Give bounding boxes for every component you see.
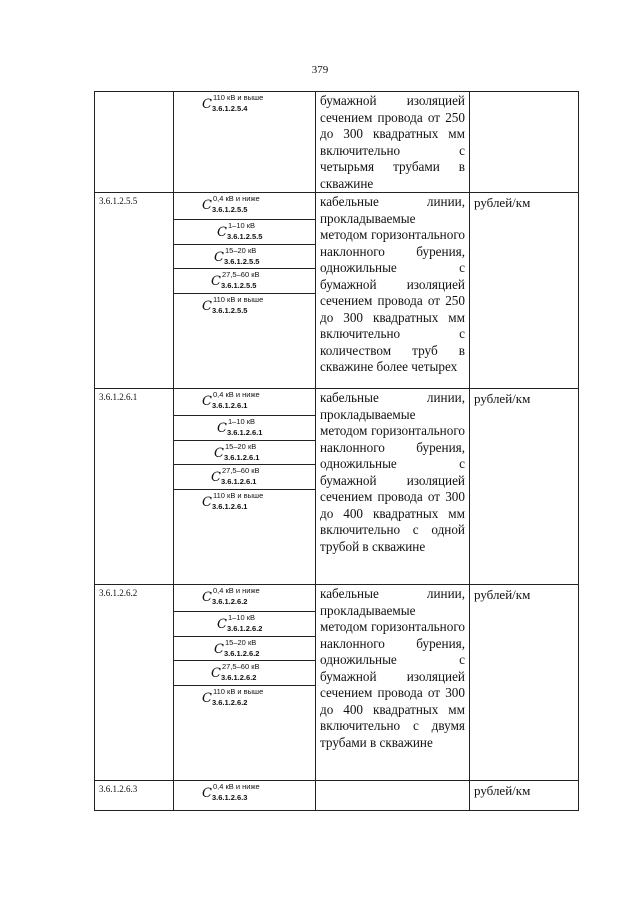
item-description [316, 781, 470, 811]
formula-subscript: 3.6.1.2.6.2 [212, 597, 248, 606]
formula-superscript: 15–20 кВ [225, 441, 257, 451]
item-code: 3.6.1.2.6.3 [95, 781, 174, 811]
item-code: 3.6.1.2.6.2 [95, 585, 174, 781]
formula-superscript: 27,5–60 кВ [222, 270, 260, 279]
formula-subscript: 3.6.1.2.5.5 [227, 232, 263, 241]
formula-variable: C [217, 421, 227, 436]
item-description: бумажной изоляцией сечением провода от 250 до 300 квадратных мм включительно с четырьмя трубами в скважине [316, 92, 470, 193]
formula-variable: C [211, 470, 221, 485]
formula-subscript: 3.6.1.2.6.2 [224, 648, 260, 658]
formula-subscript: 3.6.1.2.6.2 [212, 697, 248, 707]
formula-cell [174, 193, 316, 389]
formula-variable: C [217, 617, 227, 632]
formula-subscript: 3.6.1.2.6.3 [212, 793, 248, 802]
formula-subscript: 3.6.1.2.5.5 [224, 256, 260, 266]
table-row [95, 781, 579, 811]
formula-subscript: 3.6.1.2.5.5 [212, 305, 248, 315]
unit-of-measure: рублей/км [470, 193, 579, 389]
formula-superscript: 0,4 кВ и ниже [213, 194, 260, 203]
formula-superscript: 15–20 кВ [225, 245, 257, 255]
formula-subscript: 3.6.1.2.6.2 [221, 673, 257, 682]
table-row [95, 389, 579, 585]
formula-entry [174, 490, 315, 515]
item-code [95, 92, 174, 193]
formula-variable: C [202, 298, 212, 314]
formula-subscript: 3.6.1.2.5.5 [221, 281, 257, 290]
formula-variable: C [202, 494, 212, 510]
formula-subscript: 3.6.1.2.6.1 [212, 501, 248, 511]
formula-variable: C [211, 274, 221, 289]
formula-subscript: 3.6.1.2.5.5 [212, 205, 248, 214]
item-code: 3.6.1.2.5.5 [95, 193, 174, 389]
formula-superscript: 1–10 кВ [228, 613, 256, 622]
formula-superscript: 0,4 кВ и ниже [213, 586, 260, 595]
formula-entry [174, 416, 315, 441]
formula-entry [174, 294, 315, 319]
item-code: 3.6.1.2.6.1 [95, 389, 174, 585]
unit-of-measure: рублей/км [470, 781, 579, 811]
formula-superscript: 15–20 кВ [225, 637, 257, 647]
formula-entry [174, 686, 315, 711]
formula-variable: C [202, 97, 212, 112]
unit-of-measure [470, 92, 579, 193]
table-row [95, 92, 579, 193]
formula-subscript: 3.6.1.2.6.1 [221, 477, 257, 486]
formula-superscript: 0,4 кВ и ниже [213, 782, 260, 791]
formula-cell [174, 389, 316, 585]
formula-entry [174, 637, 315, 662]
formula-entry [174, 389, 315, 416]
formula-subscript: 3.6.1.2.5.4 [212, 104, 248, 113]
formula-variable: C [211, 666, 221, 681]
formula-cell [174, 92, 316, 193]
formula-variable: C [202, 394, 212, 409]
formula-variable: C [202, 590, 212, 605]
formula-superscript: 110 кВ и выше [213, 686, 264, 696]
formula-superscript: 110 кВ и выше [213, 294, 264, 304]
unit-of-measure: рублей/км [470, 389, 579, 585]
formula-subscript: 3.6.1.2.6.1 [212, 401, 248, 410]
formula-entry [174, 465, 315, 490]
formula-entry [174, 781, 315, 808]
formula-entry [174, 585, 315, 612]
formula-entry [174, 661, 315, 686]
formula-variable: C [214, 641, 224, 657]
page-number: 379 [311, 64, 329, 76]
formula-cell [174, 781, 316, 811]
unit-of-measure: рублей/км [470, 585, 579, 781]
formula-entry [174, 441, 315, 466]
formula-variable: C [214, 445, 224, 461]
item-description: кабельные линии, прокладываемые методом горизонтального наклонного бурения, одножильные с бумажной изоляцией сечением провода от 300 до 400 квадратных мм включительно с двумя трубами в скважине [316, 585, 470, 781]
formula-entry [174, 612, 315, 637]
formula-variable: C [202, 690, 212, 706]
formula-superscript: 110 кВ и выше [213, 490, 264, 500]
formula-superscript: 1–10 кВ [228, 221, 256, 230]
tariff-table [94, 91, 579, 811]
formula-cell [174, 585, 316, 781]
formula-variable: C [202, 198, 212, 213]
formula-superscript: 110 кВ и выше [213, 93, 264, 102]
formula-superscript: 27,5–60 кВ [222, 466, 260, 475]
item-description: кабельные линии, прокладываемые методом горизонтального наклонного бурения, одножильные с бумажной изоляцией сечением провода от 250 до 300 квадратных мм включительно с количеством труб в скважине более четырех [316, 193, 470, 389]
formula-superscript: 27,5–60 кВ [222, 662, 260, 671]
formula-subscript: 3.6.1.2.6.2 [227, 624, 263, 633]
formula-superscript: 0,4 кВ и ниже [213, 390, 260, 399]
table-row [95, 193, 579, 389]
formula-entry [174, 269, 315, 294]
formula-entry [174, 193, 315, 220]
item-description: кабельные линии, прокладываемые методом горизонтального наклонного бурения, одножильные с бумажной изоляцией сечением провода от 300 до 400 квадратных мм включительно с одной трубой в скважине [316, 389, 470, 585]
formula-subscript: 3.6.1.2.6.1 [227, 428, 263, 437]
formula-variable: C [202, 786, 212, 801]
formula-entry [174, 245, 315, 270]
formula-variable: C [217, 225, 227, 240]
table-row [95, 585, 579, 781]
formula-entry [174, 92, 315, 119]
formula-superscript: 1–10 кВ [228, 417, 256, 426]
formula-variable: C [214, 249, 224, 265]
formula-entry [174, 220, 315, 245]
formula-subscript: 3.6.1.2.6.1 [224, 452, 260, 462]
